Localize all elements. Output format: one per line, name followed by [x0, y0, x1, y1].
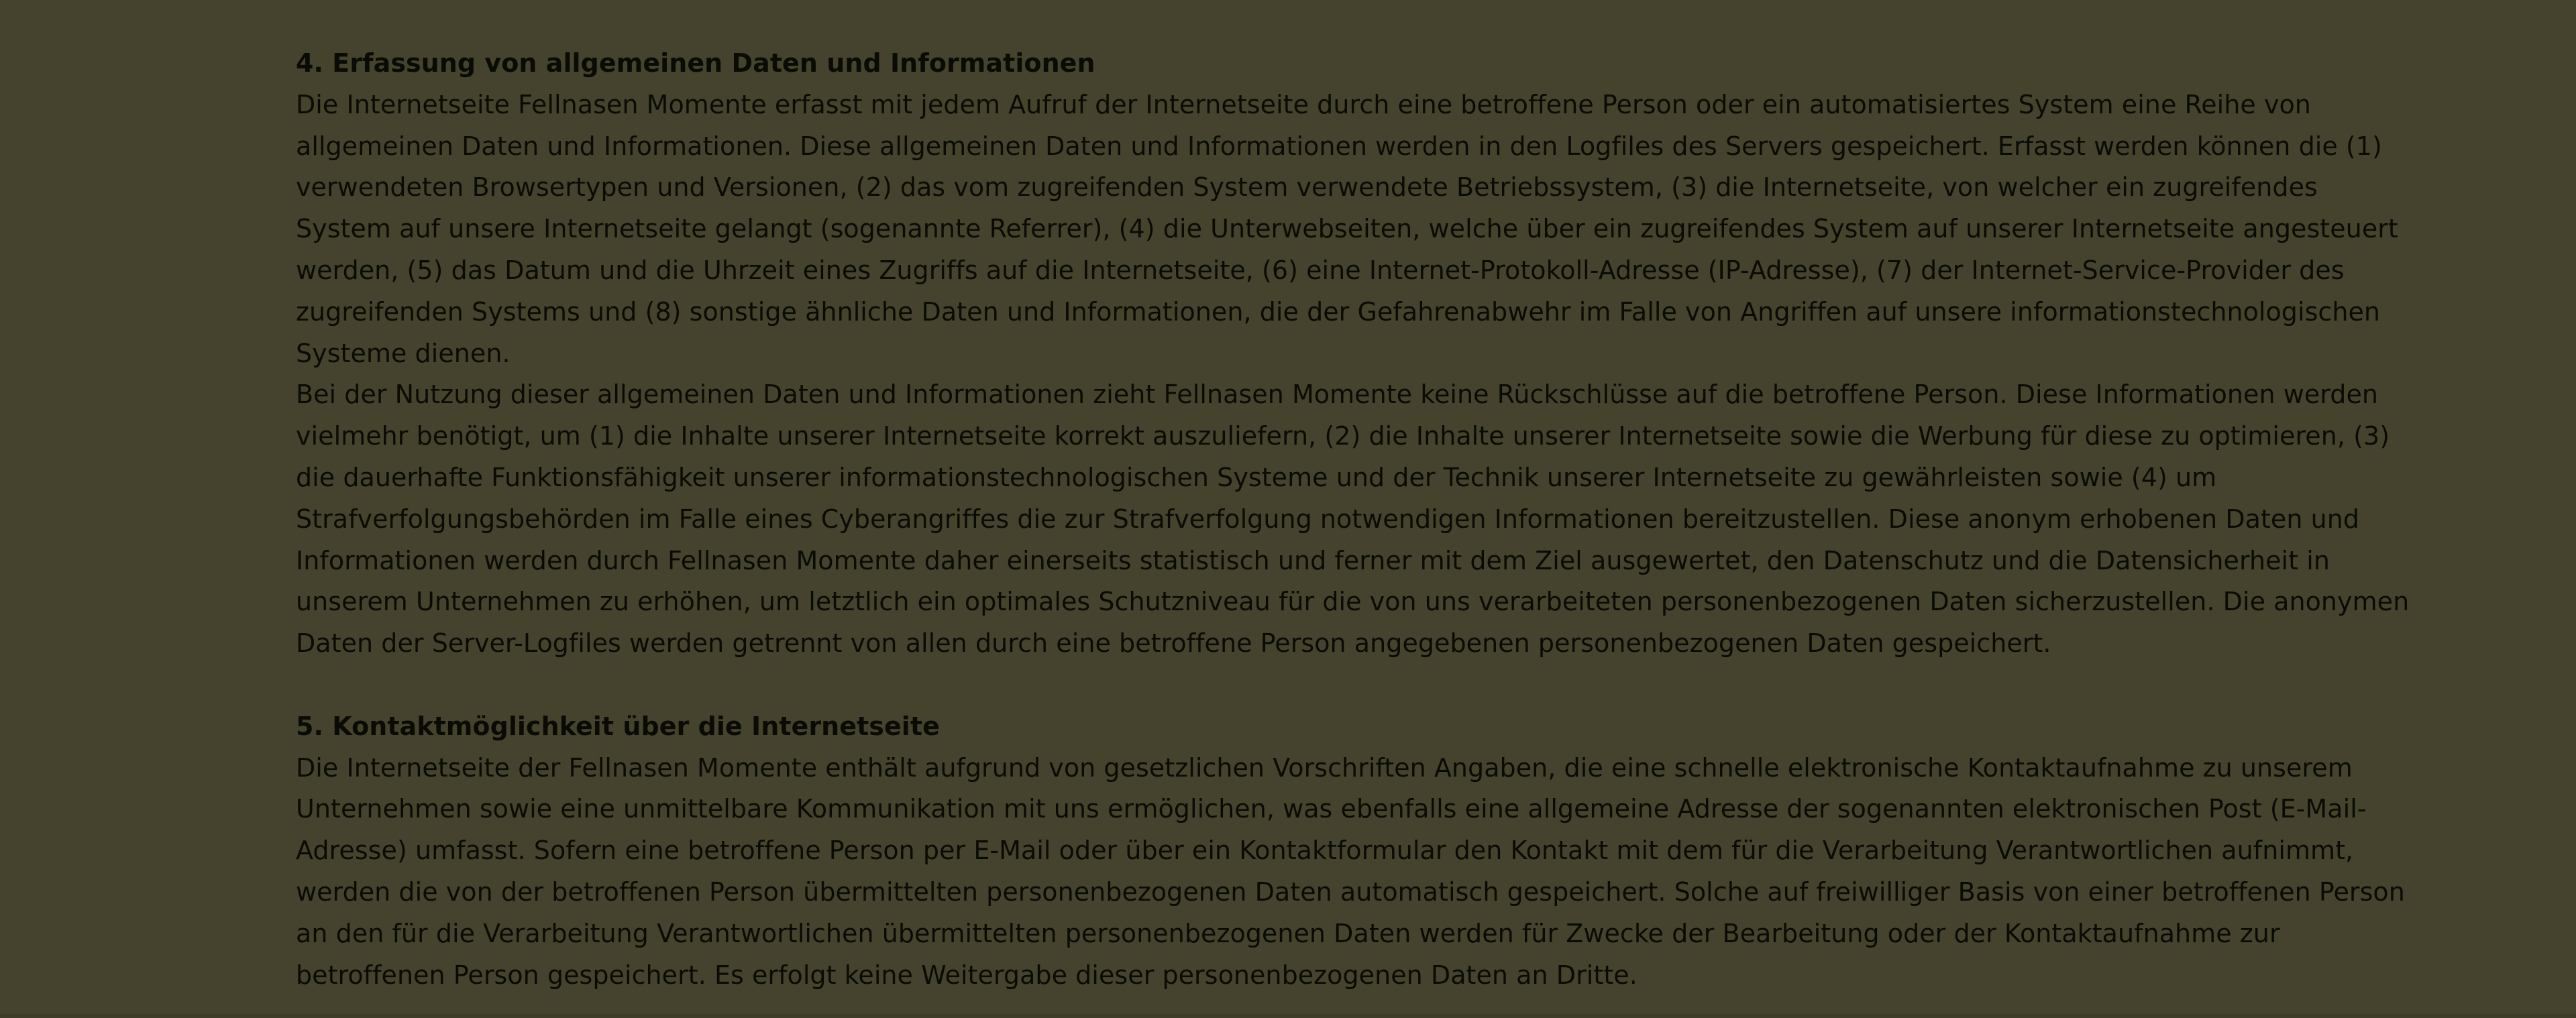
bottom-edge — [0, 1014, 2576, 1018]
section-heading: 5. Kontaktmöglichkeit über die Internetseite — [296, 711, 940, 741]
section-general-data — [296, 43, 2416, 665]
section-contact — [296, 706, 2416, 997]
section-paragraph: Die Internetseite Fellnasen Momente erfasst mit jedem Aufruf der Internetseite durch eine betroffene Person oder ein automatisiertes System eine Reihe von allgemeinen Daten und Informationen. Diese allgemeinen Daten und Informationen werden in den Logfiles des Servers gespeichert. Erfasst werden können die (1) verwendeten Browsertypen und Versionen, (2) das vom zugreifenden System verwendete Betriebssystem, (3) die Internetseite, von welcher ein zugreifendes System auf unsere Internetseite gelangt (sogenannte Referrer), (4) die Unterwebseiten, welche über ein zugreifendes System auf unserer Internetseite angesteuert werden, (5) das Datum und die Uhrzeit eines Zugriffs auf die Internetseite, (6) eine Internet-Protokoll-Adresse (IP-Adresse), (7) der Internet-Service-Provider des zugreifenden Systems und (8) sonstige ähnliche Daten und Informationen, die der Gefahrenabwehr im Falle von Angriffen auf unsere informationstechnologischen Systeme dienen. — [296, 89, 2398, 368]
section-heading: 4. Erfassung von allgemeinen Daten und Informationen — [296, 48, 1095, 78]
section-paragraph: Bei der Nutzung dieser allgemeinen Daten und Informationen zieht Fellnasen Momente keine Rückschlüsse auf die betroffene Person. Diese Informationen werden vielmehr benötigt, um (1) die Inhalte unserer Internetseite korrekt auszuliefern, (2) die Inhalte unserer Internetseite sowie die Werbung für diese zu optimieren, (3) die dauerhafte Funktionsfähigkeit unserer informationstechnologischen Systeme und der Technik unserer Internetseite zu gewährleisten sowie (4) um Strafverfolgungsbehörden im Falle eines Cyberangriffes die zur Strafverfolgung notwendigen Informationen bereitzustellen. Diese anonym erhobenen Daten und Informationen werden durch Fellnasen Momente daher einerseits statistisch und ferner mit dem Ziel ausgewertet, den Datenschutz und die Datensicherheit in unserem Unternehmen zu erhöhen, um letztlich ein optimales Schutzniveau für die von uns verarbeiteten personenbezogenen Daten sicherzustellen. Die anonymen Daten der Server-Logfiles werden getrennt von allen durch eine betroffene Person angegebenen personenbezogenen Daten gespeichert. — [296, 380, 2410, 659]
section-paragraph: Die Internetseite der Fellnasen Momente enthält aufgrund von gesetzlichen Vorschriften Angaben, die eine schnelle elektronische Kontaktaufnahme zu unserem Unternehmen sowie eine unmittelbare Kommunikation mit uns ermöglichen, was ebenfalls eine allgemeine Adresse der sogenannten elektronischen Post (E-Mail-Adresse) umfasst. Sofern eine betroffene Person per E-Mail oder über ein Kontaktformular den Kontakt mit dem für die Verarbeitung Verantwortlichen aufnimmt, werden die von der betroffenen Person übermittelten personenbezogenen Daten automatisch gespeichert. Solche auf freiwilliger Basis von einer betroffenen Person an den für die Verarbeitung Verantwortlichen übermittelten personenbezogenen Daten werden für Zwecke der Bearbeitung oder der Kontaktaufnahme zur betroffenen Person gespeichert. Es erfolgt keine Weitergabe dieser personenbezogenen Daten an Dritte. — [296, 752, 2405, 990]
privacy-policy-content — [296, 43, 2416, 996]
